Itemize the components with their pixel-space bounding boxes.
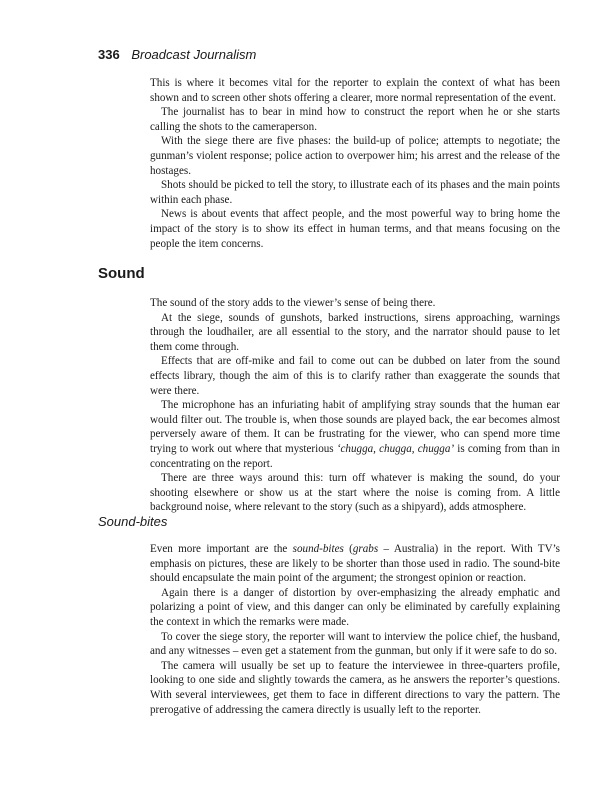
body-paragraph: The sound of the story adds to the viewer’s sense of being there. (150, 297, 436, 309)
body-paragraph: To cover the siege story, the reporter will want to interview the police chief, the husband, and any witnesses – even get a statement from the gunman, but only if it were safe to do so. (150, 630, 560, 658)
section-heading-sound-bites: Sound-bites (98, 514, 168, 529)
body-paragraph: This is where it becomes vital for the reporter to explain the context of what has been shown and to screen other shots offering a clearer, more normal representation of the event. (150, 77, 560, 104)
section-heading-sound: Sound (98, 265, 145, 282)
running-title: Broadcast Journalism (131, 47, 257, 62)
intro-section (150, 76, 560, 251)
body-paragraph: The journalist has to bear in mind how to construct the report when he or she starts calling the shots to the cameraperson. (150, 106, 560, 133)
body-paragraph (150, 398, 560, 471)
body-paragraph: Shots should be picked to tell the story, to illustrate each of its phases and the main points within each phase. (150, 179, 560, 206)
text-run: is coming from than in concentrating on the report. (150, 442, 560, 470)
body-paragraph: At the siege, sounds of gunshots, barked instructions, sirens approaching, warnings through the loudhailer, are all essential to the story, and the narrator should pause to let them come through. (150, 311, 560, 353)
body-paragraph: With the siege there are five phases: the build-up of police; attempts to negotiate; the gunman’s violent response; police action to overpower him; his arrest and the release of the hostages. (150, 135, 560, 177)
body-paragraph: News is about events that affect people, and the most powerful way to bring home the impact of the story is to show its effect in human terms, and that means focusing on the people the item concerns. (150, 208, 560, 250)
sound-bites-section (150, 542, 560, 717)
italic-quote: ‘chugga, chugga, chugga’ (336, 442, 455, 455)
italic-term: grabs (352, 543, 379, 555)
text-run: – Australia) in the report. With TV’s emphasis on pictures, these are likely to be shorter than those used in radio. The sound-bite should encapsulate the main point of the argument; the strongest opinion or reaction. (150, 543, 560, 585)
running-header (98, 47, 578, 62)
text-run: ( (343, 543, 353, 555)
body-paragraph: There are three ways around this: turn off whatever is making the sound, do your shooting elsewhere or show us at the start where the noise is coming from. A little background noise, where relevant to the story (such as a shipyard), adds atmosphere. (150, 472, 560, 514)
body-paragraph: Again there is a danger of distortion by over-emphasizing the already emphatic and polarizing a point of view, and this danger can only be eliminated by carefully explaining the context in which the remarks were made. (150, 586, 560, 628)
body-paragraph: Effects that are off-mike and fail to come out can be dubbed on later from the sound effects library, though the aim of this is to clarify rather than exaggerate the sounds that were there. (150, 355, 560, 397)
body-paragraph: The camera will usually be set up to feature the interviewee in three-quarters profile, looking to one side and slightly towards the camera, as he answers the reporter’s questions. With several interviewees, get them to face in different directions to vary the pattern. The prerogative of addressing the camera directly is usually left to the reporter. (150, 659, 560, 716)
sound-section (150, 296, 560, 515)
page-number: 336 (98, 47, 120, 62)
text-run: The microphone has an infuriating habit of amplifying stray sounds that the human ear would filter out. The trouble is, when those sounds are played back, the ear becomes almost perversely aware of them. It can be frustrating for the viewer, who can spend more time trying to work out where that mysterious (150, 399, 560, 455)
body-paragraph (150, 542, 560, 586)
text-run: Even more important are the (150, 543, 293, 555)
italic-term: sound-bites (292, 543, 344, 555)
